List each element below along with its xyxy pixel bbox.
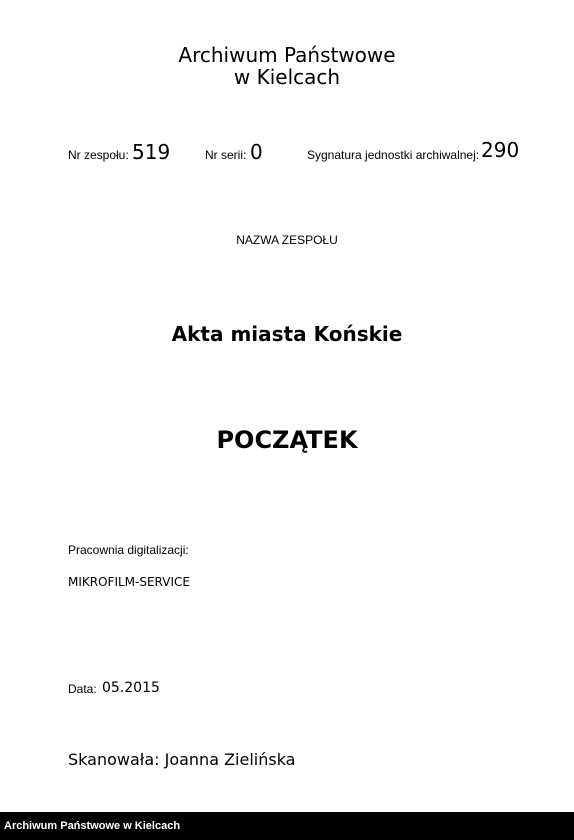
fond-number-label: Nr zespołu: [68, 148, 129, 162]
signature-label: Sygnatura jednostki archiwalnej: [307, 148, 480, 162]
date-label: Data: [68, 682, 97, 696]
fond-name-value: Akta miasta Końskie [171, 322, 403, 346]
archive-name-line1: Archiwum Państwowe [178, 43, 396, 67]
start-marker: POCZĄTEK [216, 426, 358, 454]
fond-number-value: 519 [132, 140, 171, 164]
footer-archive-name: Archiwum Państwowe w Kielcach [4, 820, 181, 832]
archive-name-line2: w Kielcach [233, 65, 341, 89]
date-value: 05.2015 [102, 680, 160, 696]
signature-value: 290 [481, 138, 520, 162]
archive-header [0, 44, 574, 88]
fond-name-label: NAZWA ZESPOŁU [236, 233, 338, 247]
scanner-name: Skanowała: Joanna Zielińska [68, 750, 296, 769]
series-number-value: 0 [250, 140, 263, 164]
series-number-label: Nr serii: [205, 148, 247, 162]
digitization-label: Pracownia digitalizacji: [68, 543, 189, 557]
digitization-value: MIKROFILM-SERVICE [68, 575, 190, 589]
footer-bar [0, 812, 574, 840]
